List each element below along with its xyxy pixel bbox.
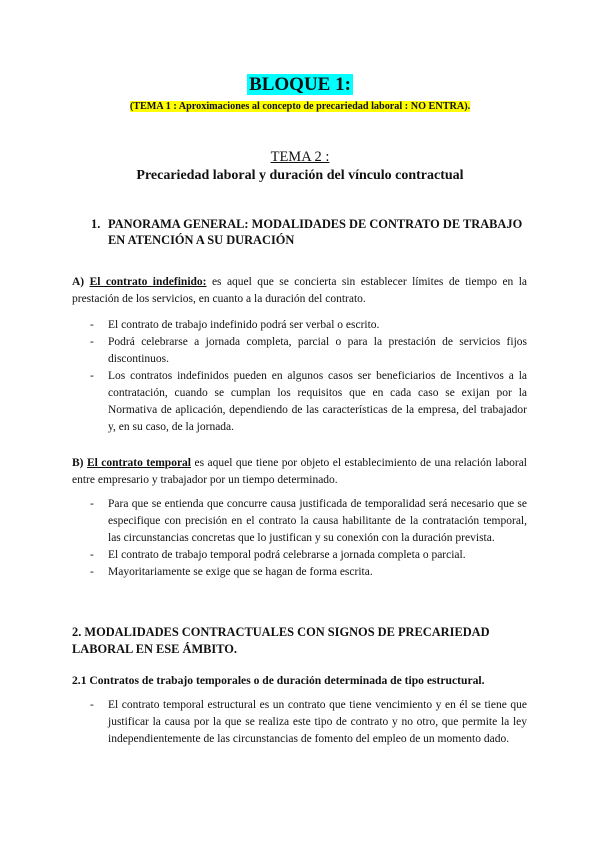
section2-subheading: 2.1 Contratos de trabajo temporales o de duración determinada de tipo estructural. [72,674,485,687]
contract-a-list [90,317,527,436]
contract-a-text: es aquel que se concierta sin establecer límites de tiempo en la prestación de los servicios, en cuanto a la duración del contrato. [72,276,528,305]
contract-b-text: es aquel que tiene por objeto el establecimiento de una relación laboral entre empresario y trabajador por un tiempo determinado. [72,457,527,486]
section1-heading-text: PANORAMA GENERAL: MODALIDADES DE CONTRATO DE TRABAJO EN ATENCIÓN A SU DURACIÓN [108,217,523,247]
list-item: - El contrato de trabajo indefinido podrá ser verbal o escrito. [90,319,380,331]
tema2-subtitle: Precariedad laboral y duración del vínculo contractual [136,168,464,183]
tema1-note-text: (TEMA 1 : Aproximaciones al concepto de precariedad laboral : NO ENTRA). [129,101,471,112]
tema2-title: TEMA 2 : [270,149,330,165]
section2-heading: 2. MODALIDADES CONTRACTUALES CON SIGNOS DE PRECARIEDAD LABORAL EN ESE ÁMBITO. [72,625,490,656]
list-item: - El contrato temporal estructural es un contrato que tiene vencimiento y en él se tiene que justificar la causa por la que se realiza este tipo de contrato y no otro, que permite la ley independientemente de las circunstancias de fomento del empleo de un momento dado. [90,699,527,745]
list-item: - Para que se entienda que concurre causa justificada de temporalidad será necesario que se especifique con precisión en el contrato la causa habilitante de la contratación temporal, las circunstancias concretas que lo justifican y su conexión con la duración prevista. [90,498,527,544]
tema1-note [0,100,600,113]
contract-b-label: B) [72,457,84,469]
list-item: - Podrá celebrarse a jornada completa, parcial o para la prestación de servicios fijos discontinuos. [90,336,527,365]
list-item: - Mayoritariamente se exige que se hagan de forma escrita. [90,566,373,578]
contract-b-list [90,496,527,581]
list-item: - El contrato de trabajo temporal podrá celebrarse a jornada completa o parcial. [90,549,466,561]
contract-b-term: El contrato temporal [86,457,191,469]
contract-b-paragraph [72,455,527,489]
section1-heading [91,216,531,248]
list-item: - Los contratos indefinidos pueden en algunos casos ser beneficiarios de Incentivos a la contratación, cuando se cumplan los requisitos que en cada caso se exijan por la Normativa de aplicación, dependiendo de las características de la empresa, del trabajador y, en su caso, de la jornada. [90,370,527,433]
contract-a-paragraph [72,274,527,308]
bloque-title [0,74,600,96]
contract-a-label: A) [72,276,85,288]
section1-number: 1. [91,217,101,231]
section2-list [90,697,527,748]
contract-a-term: El contrato indefinido: [89,276,207,288]
bloque-title-text: BLOQUE 1: [249,74,351,95]
